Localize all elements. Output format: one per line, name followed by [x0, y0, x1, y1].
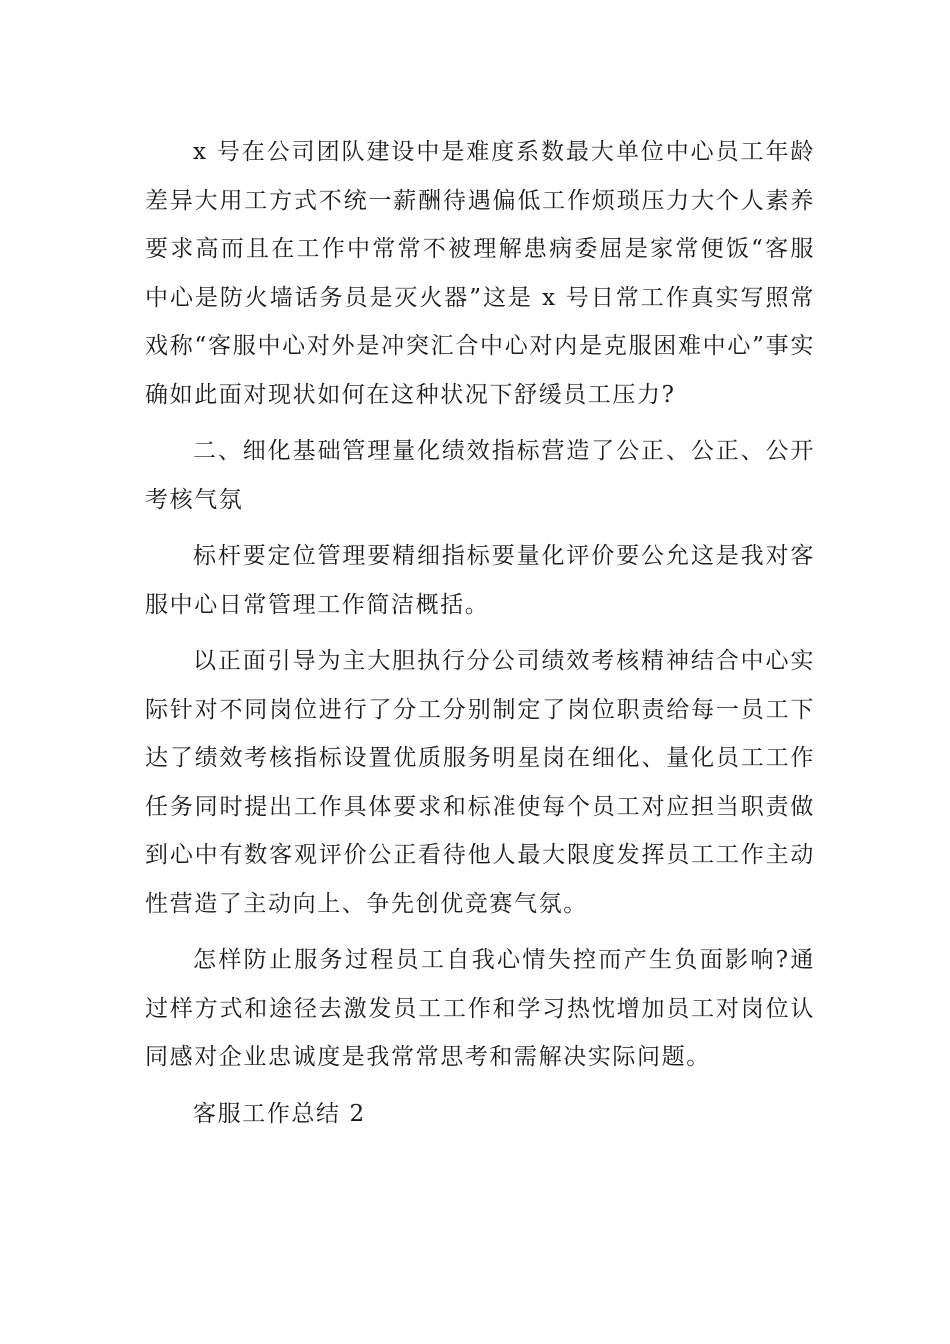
- paragraph-intro: x 号在公司团队建设中是难度系数最大单位中心员工年龄差异大用工方式不统一薪酬待遇偏低工作烦琐压力大个人素养要求高而且在工作中常常不被理解患病委屈是家常便饭“客服中心是防火墙话务员是灭火器”这是 x 号日常工作真实写照常戏称“客服中心对外是冲突汇合中心对内是克服困难中心”事实确如此面对现状如何在这种状况下舒缓员工压力?: [145, 139, 815, 408]
- paragraph-emotion-control: 怎样防止服务过程员工自我心情失控而产生负面影响?通过样方式和途径去激发员工工作和学习热忱增加员工对岗位认同感对企业忠诚度是我常常思考和需解决实际问题。: [145, 947, 815, 1070]
- section-heading-2: 二、细化基础管理量化绩效指标营造了公正、公正、公开考核气氛: [145, 438, 815, 513]
- paragraph-benchmark: 标杆要定位管理要精细指标要量化评价要公允这是我对客服中心日常管理工作简洁概括。: [145, 543, 815, 618]
- paragraph-performance: 以正面引导为主大胆执行分公司绩效考核精神结合中心实际针对不同岗位进行了分工分别制定了岗位职责给每一员工下达了绩效考核指标设置优质服务明星岗在细化、量化员工工作任务同时提出工作具体要求和标准使每个员工对应担当职责做到心中有数客观评价公正看待他人最大限度发挥员工工作主动性营造了主动向上、争先创优竞赛气氛。: [145, 648, 815, 917]
- document-body: [145, 128, 815, 1146]
- section-title-summary-2: 客服工作总结 2: [193, 1100, 366, 1127]
